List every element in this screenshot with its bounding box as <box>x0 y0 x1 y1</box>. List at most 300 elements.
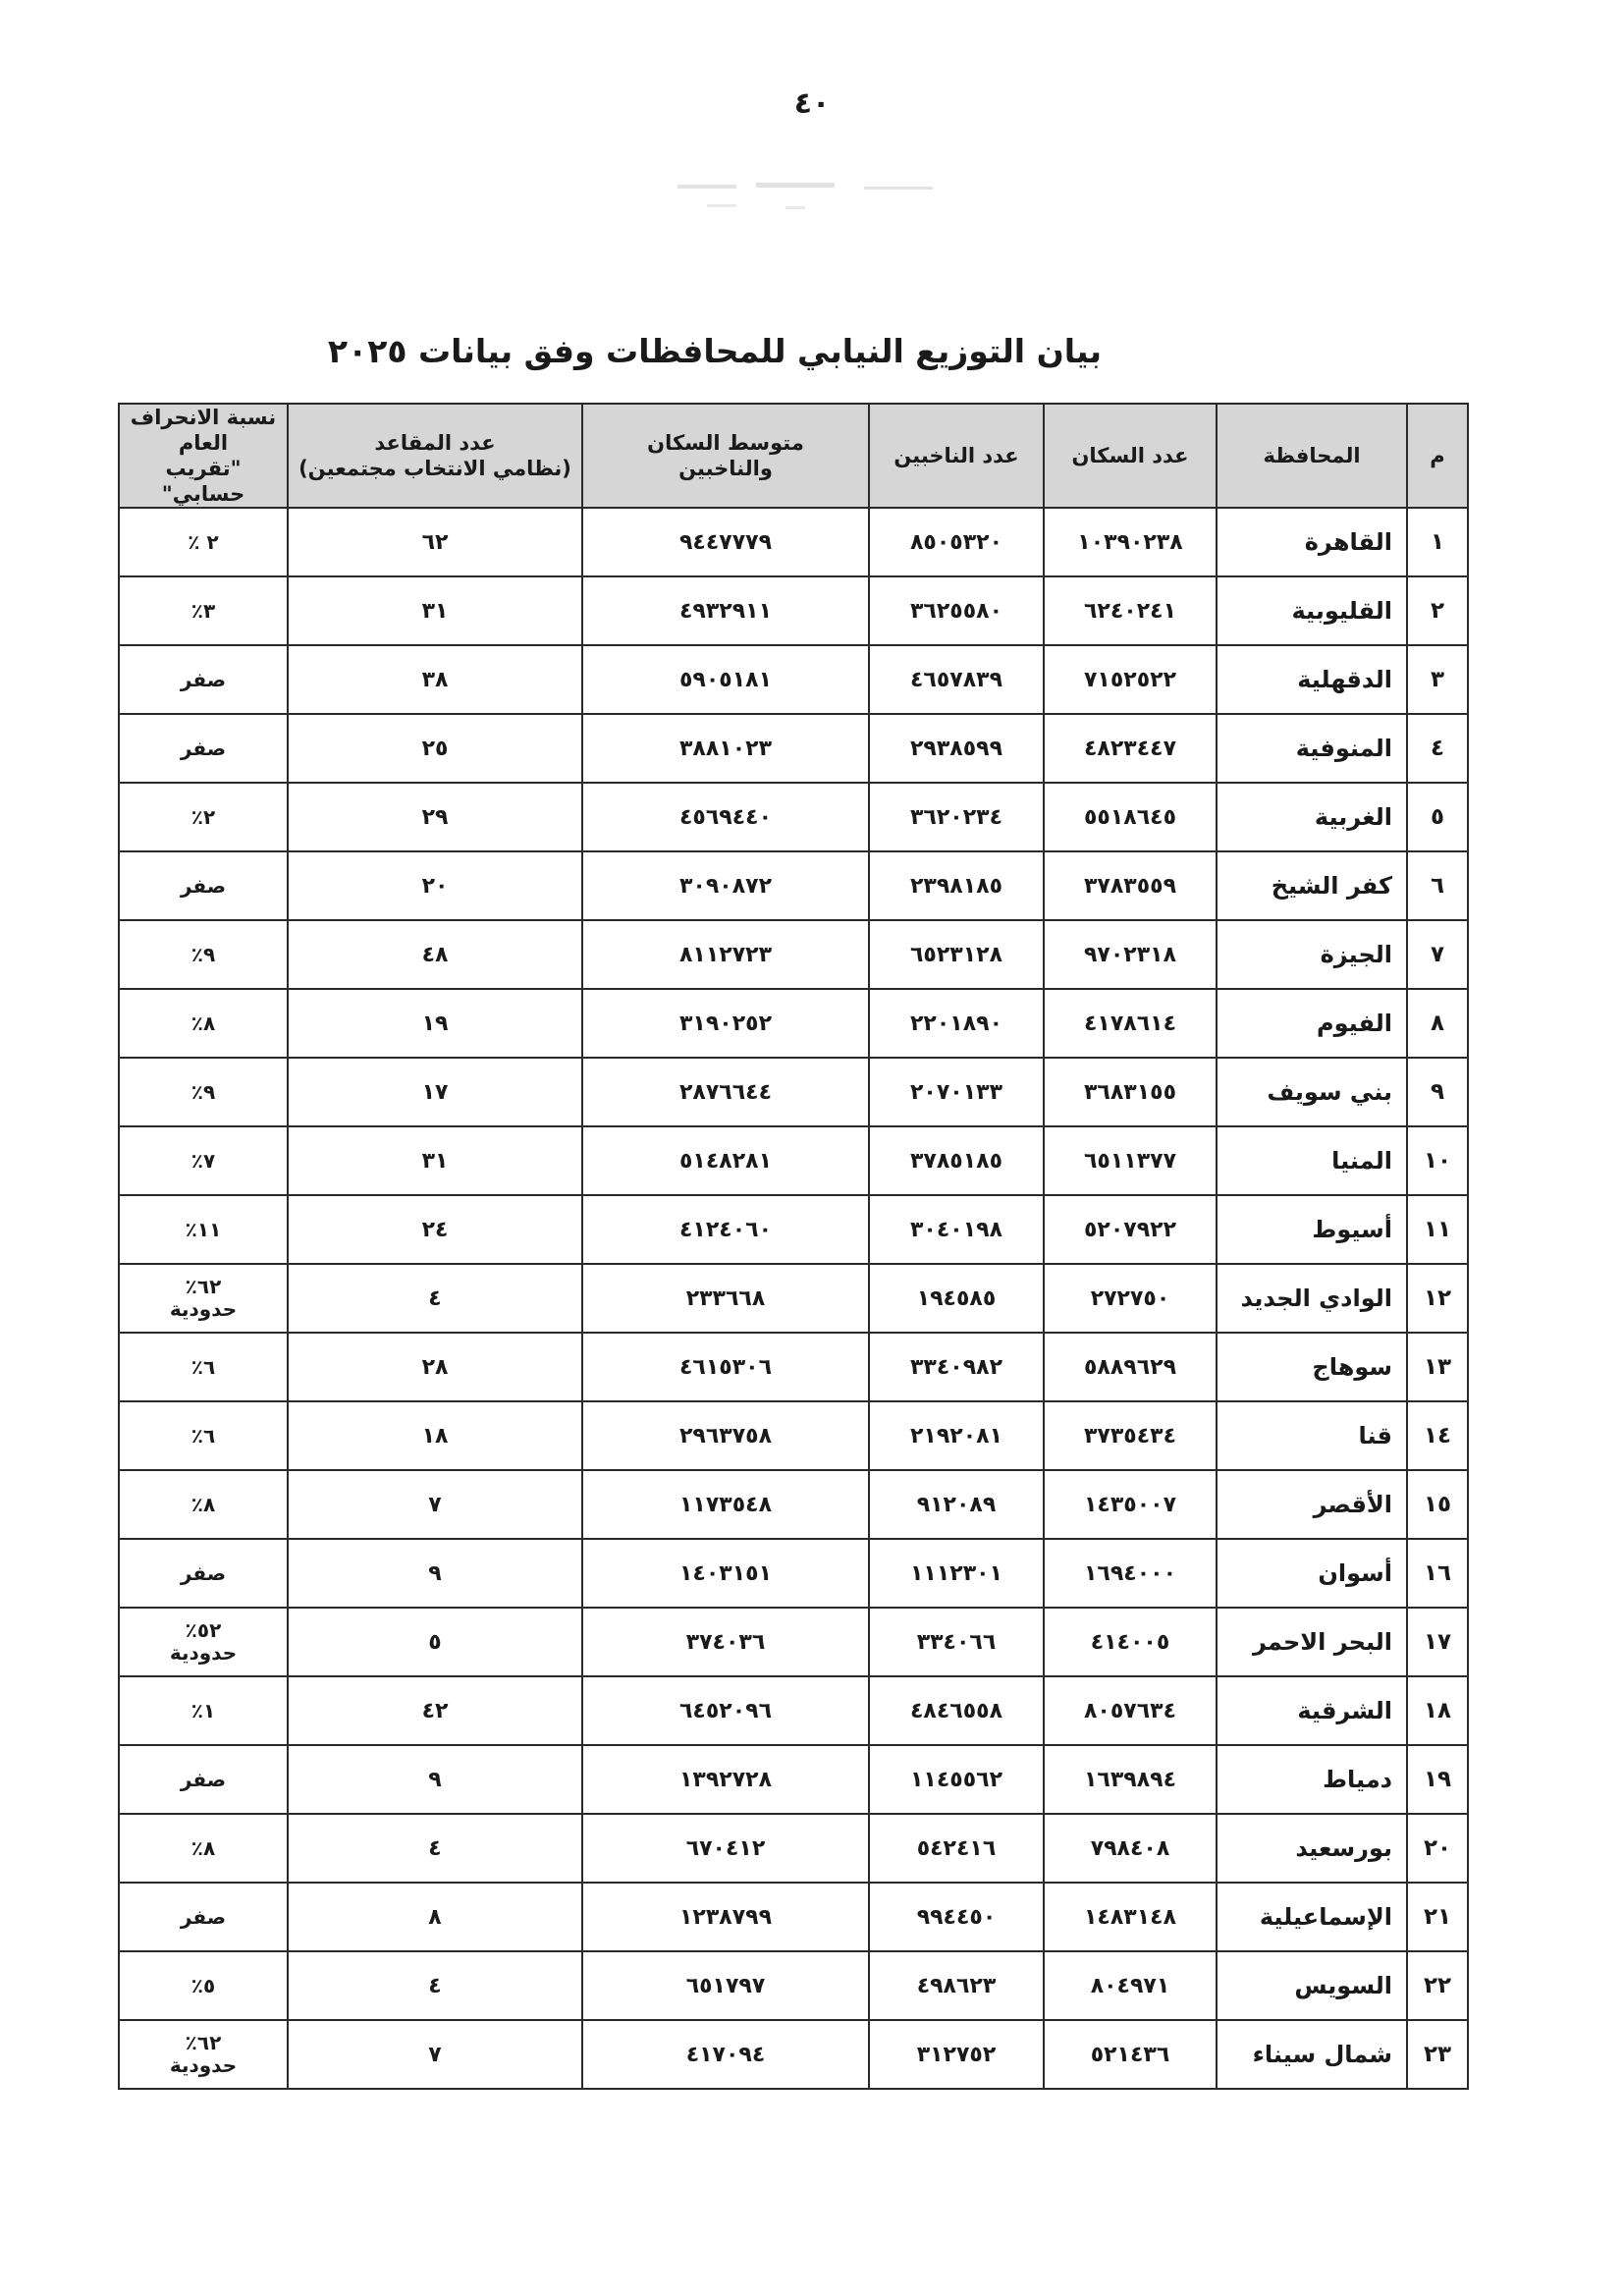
cell-governorate <box>1217 1195 1407 1264</box>
header-deviation-line2: "تقريب حسابي" <box>161 457 245 506</box>
cell-index-value: ٢ <box>1430 598 1445 624</box>
cell-voters-value: ٦٥٢٣١٢٨ <box>910 942 1002 967</box>
cell-average-value: ٦٥١٧٩٧ <box>685 1973 766 1998</box>
cell-average-value: ٣٧٤٠٣٦ <box>685 1629 766 1655</box>
cell-index-value: ١١ <box>1423 1217 1452 1242</box>
cell-average-value: ٥٩٠٥١٨١ <box>679 667 772 692</box>
cell-governorate-value: الجيزة <box>1320 941 1392 968</box>
cell-average-value: ٢٩٦٣٧٥٨ <box>679 1423 772 1449</box>
cell-seats-value: ٢٥ <box>421 736 449 761</box>
cell-average <box>582 783 869 851</box>
table-row <box>119 1814 1468 1883</box>
cell-voters <box>869 1676 1044 1745</box>
cell-index <box>1407 2020 1468 2089</box>
cell-governorate <box>1217 1126 1407 1195</box>
cell-voters <box>869 1126 1044 1195</box>
table-row <box>119 783 1468 851</box>
cell-deviation-value: ٥٪ <box>190 1973 216 1997</box>
cell-governorate-value: سوهاج <box>1312 1353 1392 1381</box>
cell-deviation-value: صفر <box>180 736 227 760</box>
cell-average <box>582 1126 869 1195</box>
cell-seats <box>288 1195 582 1264</box>
cell-voters <box>869 1539 1044 1608</box>
cell-population <box>1044 2020 1217 2089</box>
cell-population-value: ٤١٤٠٠٥ <box>1090 1629 1170 1655</box>
cell-governorate-value: الشرقية <box>1297 1697 1392 1724</box>
cell-seats-value: ٣٨ <box>421 667 449 692</box>
cell-governorate <box>1217 2020 1407 2089</box>
cell-governorate <box>1217 576 1407 645</box>
cell-voters-value: ٢٢٠١٨٩٠ <box>910 1011 1002 1036</box>
cell-population-value: ١٠٣٩٠٢٣٨ <box>1077 529 1183 555</box>
cell-seats-value: ٤٢ <box>421 1698 449 1723</box>
cell-seats-value: ٧ <box>428 1492 442 1517</box>
table-row <box>119 851 1468 920</box>
cell-average <box>582 920 869 989</box>
cell-population <box>1044 508 1217 576</box>
cell-seats <box>288 1126 582 1195</box>
cell-voters <box>869 1883 1044 1951</box>
cell-voters <box>869 1195 1044 1264</box>
cell-index <box>1407 1126 1468 1195</box>
cell-governorate-value: قنا <box>1358 1422 1392 1449</box>
cell-governorate-value: أسوان <box>1318 1559 1392 1587</box>
cell-deviation-value: ٨٪ <box>190 1011 216 1035</box>
cell-index <box>1407 920 1468 989</box>
table-row <box>119 1883 1468 1951</box>
cell-voters-value: ١٩٤٥٨٥ <box>916 1285 997 1311</box>
cell-index-value: ١٥ <box>1423 1492 1452 1517</box>
cell-index <box>1407 576 1468 645</box>
cell-average-value: ٣٨٨١٠٢٣ <box>679 736 772 761</box>
cell-seats <box>288 783 582 851</box>
cell-average <box>582 1195 869 1264</box>
cell-seats <box>288 1401 582 1470</box>
table-row <box>119 1058 1468 1126</box>
cell-deviation-value: صفر <box>180 1560 227 1585</box>
table-row <box>119 1745 1468 1814</box>
header-population <box>1044 404 1217 508</box>
cell-average <box>582 1951 869 2020</box>
header-index-label: م <box>1430 444 1445 467</box>
cell-voters <box>869 1401 1044 1470</box>
cell-population-value: ١٤٣٥٠٠٧ <box>1084 1492 1176 1517</box>
cell-seats-value: ٨ <box>428 1904 442 1930</box>
cell-governorate <box>1217 1951 1407 2020</box>
cell-population <box>1044 1470 1217 1539</box>
cell-seats <box>288 1745 582 1814</box>
cell-voters-value: ٨٥٠٥٣٢٠ <box>910 529 1002 555</box>
cell-governorate-value: المنيا <box>1331 1147 1392 1175</box>
cell-deviation <box>119 783 288 851</box>
cell-voters <box>869 851 1044 920</box>
cell-deviation-value: ٩٪ <box>190 942 216 966</box>
cell-average <box>582 576 869 645</box>
cell-governorate-value: الفيوم <box>1317 1010 1392 1037</box>
cell-average-value: ١١٧٣٥٤٨ <box>679 1492 772 1517</box>
cell-average <box>582 1058 869 1126</box>
table-row <box>119 1676 1468 1745</box>
cell-population-value: ٥٨٨٩٦٢٩ <box>1084 1354 1176 1380</box>
cell-deviation-value: ١١٪ <box>185 1217 222 1241</box>
cell-average <box>582 1676 869 1745</box>
table-row <box>119 1195 1468 1264</box>
cell-average-value: ٨١١٢٧٢٣ <box>679 942 772 967</box>
cell-voters <box>869 1814 1044 1883</box>
cell-governorate-value: المنوفية <box>1295 735 1392 762</box>
cell-population <box>1044 576 1217 645</box>
cell-deviation-value: ٩٪ <box>190 1079 216 1104</box>
deviation-note: حدودية <box>169 1641 238 1665</box>
cell-governorate-value: القاهرة <box>1304 528 1392 556</box>
cell-seats <box>288 1058 582 1126</box>
cell-population-value: ٥٥١٨٦٤٥ <box>1084 804 1176 830</box>
cell-index <box>1407 1539 1468 1608</box>
cell-average-value: ٢٣٣٦٦٨ <box>685 1285 766 1311</box>
cell-index <box>1407 1470 1468 1539</box>
cell-average <box>582 1539 869 1608</box>
cell-deviation <box>119 851 288 920</box>
cell-index <box>1407 645 1468 714</box>
cell-voters <box>869 714 1044 783</box>
cell-average <box>582 1470 869 1539</box>
cell-population-value: ٤١٧٨٦١٤ <box>1084 1011 1176 1036</box>
cell-seats-value: ٩ <box>428 1767 442 1792</box>
cell-governorate <box>1217 1539 1407 1608</box>
cell-average-value: ٦٤٥٢٠٩٦ <box>679 1698 772 1723</box>
scan-smudge <box>668 177 962 216</box>
cell-voters <box>869 576 1044 645</box>
cell-deviation-value: ٨٪ <box>190 1835 216 1860</box>
cell-population-value: ١٦٩٤٠٠٠ <box>1084 1560 1176 1586</box>
cell-governorate <box>1217 1883 1407 1951</box>
cell-population <box>1044 851 1217 920</box>
cell-governorate-value: بورسعيد <box>1295 1834 1392 1862</box>
cell-deviation-value: صفر <box>180 873 227 898</box>
cell-index-value: ٩ <box>1430 1079 1445 1105</box>
cell-seats <box>288 1264 582 1333</box>
cell-governorate <box>1217 920 1407 989</box>
cell-index-value: ٢١ <box>1423 1904 1452 1930</box>
cell-governorate <box>1217 783 1407 851</box>
cell-deviation-value: صفر <box>180 1904 227 1929</box>
header-governorate-label: المحافظة <box>1263 444 1361 467</box>
cell-voters-value: ٩١٢٠٨٩ <box>916 1492 997 1517</box>
cell-governorate <box>1217 1470 1407 1539</box>
cell-voters-value: ٣٠٤٠١٩٨ <box>910 1217 1002 1242</box>
cell-average <box>582 1883 869 1951</box>
cell-deviation <box>119 714 288 783</box>
cell-average <box>582 989 869 1058</box>
cell-deviation <box>119 645 288 714</box>
cell-governorate <box>1217 1814 1407 1883</box>
cell-index <box>1407 783 1468 851</box>
cell-index-value: ٥ <box>1430 804 1445 830</box>
cell-population <box>1044 1883 1217 1951</box>
cell-population-value: ٧١٥٢٥٢٢ <box>1084 667 1176 692</box>
table-row <box>119 714 1468 783</box>
cell-governorate-value: الإسماعيلية <box>1259 1903 1392 1931</box>
cell-index-value: ٣ <box>1430 667 1445 692</box>
cell-seats-value: ٢٤ <box>421 1217 449 1242</box>
header-average-line1: متوسط السكان <box>647 431 804 455</box>
cell-average <box>582 508 869 576</box>
cell-index <box>1407 1608 1468 1676</box>
cell-seats-value: ١٩ <box>421 1011 449 1036</box>
header-seats-line2: (نظامي الانتخاب مجتمعين) <box>298 457 571 480</box>
cell-governorate <box>1217 1401 1407 1470</box>
cell-index <box>1407 1883 1468 1951</box>
cell-deviation <box>119 576 288 645</box>
cell-voters-value: ٢٣٩٨١٨٥ <box>910 873 1002 899</box>
table-row <box>119 1539 1468 1608</box>
cell-deviation <box>119 1058 288 1126</box>
cell-average-value: ٣٠٩٠٨٧٢ <box>679 873 772 899</box>
cell-deviation-value: ٢ ٪ <box>188 529 219 554</box>
table-row <box>119 2020 1468 2089</box>
cell-seats <box>288 714 582 783</box>
cell-voters-value: ٣٦٢٠٢٣٤ <box>910 804 1002 830</box>
cell-seats-value: ٤ <box>428 1835 442 1861</box>
cell-voters-value: ٤٨٤٦٥٥٨ <box>910 1698 1002 1723</box>
cell-population-value: ٢٧٢٧٥٠ <box>1090 1285 1170 1311</box>
cell-index <box>1407 1333 1468 1401</box>
cell-governorate-value: أسيوط <box>1312 1216 1392 1243</box>
cell-governorate-value: البحر الاحمر <box>1252 1628 1392 1656</box>
cell-average-value: ٢٨٧٦٦٤٤ <box>679 1079 772 1105</box>
cell-deviation <box>119 2020 288 2089</box>
cell-population <box>1044 1539 1217 1608</box>
cell-deviation <box>119 1676 288 1745</box>
cell-average-value: ٤٦١٥٣٠٦ <box>679 1354 772 1380</box>
cell-seats <box>288 576 582 645</box>
cell-deviation-value: ٦٪ <box>190 1354 216 1379</box>
cell-voters-value: ٣٣٤٠٩٨٢ <box>910 1354 1002 1380</box>
cell-voters <box>869 1608 1044 1676</box>
cell-population <box>1044 920 1217 989</box>
cell-governorate-value: دمياط <box>1323 1766 1392 1793</box>
cell-index-value: ١٧ <box>1423 1629 1452 1655</box>
cell-average <box>582 1608 869 1676</box>
cell-deviation-value: ٣٪ <box>190 598 216 623</box>
cell-governorate <box>1217 645 1407 714</box>
cell-index-value: ٦ <box>1430 873 1445 899</box>
cell-population <box>1044 1401 1217 1470</box>
cell-index <box>1407 1195 1468 1264</box>
cell-voters-value: ٢٠٧٠١٣٣ <box>910 1079 1002 1105</box>
cell-deviation <box>119 989 288 1058</box>
cell-voters-value: ٤٩٨٦٢٣ <box>916 1973 997 1998</box>
header-average-line2: والناخبين <box>678 457 773 480</box>
cell-seats-value: ٢٨ <box>421 1354 449 1380</box>
cell-population-value: ٦٥١١٣٧٧ <box>1084 1148 1176 1174</box>
cell-seats <box>288 1951 582 2020</box>
cell-average-value: ٤١٢٤٠٦٠ <box>679 1217 772 1242</box>
cell-governorate <box>1217 1745 1407 1814</box>
cell-deviation-value: ٢٪ <box>190 804 216 829</box>
cell-index-value: ١ <box>1430 529 1445 555</box>
cell-voters-value: ٣٣٤٠٦٦ <box>916 1629 997 1655</box>
cell-average <box>582 851 869 920</box>
cell-deviation <box>119 1951 288 2020</box>
cell-population <box>1044 1126 1217 1195</box>
header-governorate <box>1217 404 1407 508</box>
distribution-table-wrapper <box>120 403 1469 2090</box>
cell-average <box>582 1264 869 1333</box>
cell-population <box>1044 1058 1217 1126</box>
cell-average-value: ٦٧٠٤١٢ <box>685 1835 766 1861</box>
cell-index-value: ١٤ <box>1423 1423 1452 1449</box>
cell-population <box>1044 645 1217 714</box>
table-row <box>119 1126 1468 1195</box>
cell-voters <box>869 1058 1044 1126</box>
cell-governorate-value: الوادي الجديد <box>1240 1285 1392 1312</box>
cell-population <box>1044 1951 1217 2020</box>
cell-population-value: ٣٧٨٣٥٥٩ <box>1084 873 1176 899</box>
cell-deviation-value: ٦٢٪ <box>185 1275 222 1298</box>
table-header-row <box>119 404 1468 508</box>
header-seats-line1: عدد المقاعد <box>374 431 496 455</box>
cell-population-value: ٥٢١٤٣٦ <box>1090 2042 1170 2067</box>
cell-deviation <box>119 508 288 576</box>
cell-governorate <box>1217 851 1407 920</box>
cell-average <box>582 1333 869 1401</box>
cell-deviation <box>119 1264 288 1333</box>
cell-population-value: ٥٢٠٧٩٢٢ <box>1084 1217 1176 1242</box>
cell-seats-value: ٤٨ <box>421 942 449 967</box>
cell-seats-value: ٢٩ <box>421 804 449 830</box>
cell-seats <box>288 1814 582 1883</box>
cell-seats-value: ٤ <box>428 1973 442 1998</box>
cell-seats-value: ٧ <box>428 2042 442 2067</box>
cell-deviation-value: ٥٢٪ <box>185 1618 222 1642</box>
cell-deviation-value: ٦٢٪ <box>185 2031 222 2054</box>
cell-seats-value: ٢٠ <box>421 873 449 899</box>
table-row <box>119 1264 1468 1333</box>
cell-governorate <box>1217 1264 1407 1333</box>
cell-seats <box>288 508 582 576</box>
cell-governorate <box>1217 1333 1407 1401</box>
cell-index-value: ١٦ <box>1423 1560 1452 1586</box>
cell-average-value: ١٢٣٨٧٩٩ <box>679 1904 772 1930</box>
cell-seats <box>288 1470 582 1539</box>
cell-population-value: ٨٠٤٩٧١ <box>1090 1973 1170 1998</box>
cell-voters <box>869 1951 1044 2020</box>
cell-population-value: ١٤٨٣١٤٨ <box>1084 1904 1176 1930</box>
cell-governorate-value: بني سويف <box>1267 1078 1392 1106</box>
header-voters-label: عدد الناخبين <box>893 444 1019 467</box>
cell-voters-value: ٩٩٤٤٥٠ <box>916 1904 997 1930</box>
cell-population <box>1044 1676 1217 1745</box>
cell-average-value: ٩٤٤٧٧٧٩ <box>679 529 772 555</box>
cell-index <box>1407 1264 1468 1333</box>
table-row <box>119 645 1468 714</box>
cell-index-value: ٨ <box>1430 1011 1445 1036</box>
cell-index <box>1407 1745 1468 1814</box>
cell-seats <box>288 920 582 989</box>
cell-average-value: ٤١٧٠٩٤ <box>685 2042 766 2067</box>
cell-population-value: ٣٧٣٥٤٣٤ <box>1084 1423 1176 1449</box>
cell-seats-value: ٥ <box>428 1629 442 1655</box>
deviation-note: حدودية <box>169 1297 238 1321</box>
cell-population <box>1044 1264 1217 1333</box>
cell-deviation <box>119 920 288 989</box>
cell-governorate <box>1217 1058 1407 1126</box>
cell-population-value: ٣٦٨٣١٥٥ <box>1084 1079 1176 1105</box>
table-row <box>119 989 1468 1058</box>
cell-voters <box>869 508 1044 576</box>
cell-seats <box>288 645 582 714</box>
cell-index-value: ٢٣ <box>1423 2042 1452 2067</box>
cell-population-value: ٩٧٠٢٣١٨ <box>1084 942 1176 967</box>
cell-governorate-value: السويس <box>1294 1972 1392 1999</box>
cell-population <box>1044 714 1217 783</box>
header-seats <box>288 404 582 508</box>
cell-average-value: ٤٩٣٢٩١١ <box>679 598 772 624</box>
cell-seats <box>288 1676 582 1745</box>
cell-average-value: ١٤٠٣١٥١ <box>679 1560 772 1586</box>
cell-population <box>1044 989 1217 1058</box>
cell-seats-value: ٩ <box>428 1560 442 1586</box>
cell-population <box>1044 1333 1217 1401</box>
cell-voters-value: ٣٧٨٥١٨٥ <box>910 1148 1002 1174</box>
cell-seats-value: ٤ <box>428 1285 442 1311</box>
table-row <box>119 1608 1468 1676</box>
cell-index <box>1407 1951 1468 2020</box>
cell-population <box>1044 783 1217 851</box>
cell-index-value: ٢٢ <box>1423 1973 1452 1998</box>
cell-seats-value: ٦٢ <box>421 529 449 555</box>
cell-voters <box>869 2020 1044 2089</box>
cell-deviation <box>119 1401 288 1470</box>
table-row <box>119 1333 1468 1401</box>
cell-voters-value: ٤٦٥٧٨٣٩ <box>910 667 1002 692</box>
cell-seats-value: ١٨ <box>421 1423 449 1449</box>
cell-average <box>582 1745 869 1814</box>
document-title: بيان التوزيع النيابي للمحافظات وفق بيانات ٢٠٢٥ <box>327 332 1102 370</box>
cell-deviation <box>119 1195 288 1264</box>
cell-index-value: ١٠ <box>1423 1148 1452 1174</box>
cell-seats-value: ١٧ <box>421 1079 449 1105</box>
page-number: ٤٠ <box>793 86 831 121</box>
header-average <box>582 404 869 508</box>
cell-deviation <box>119 1333 288 1401</box>
cell-deviation <box>119 1883 288 1951</box>
cell-voters-value: ٣١٢٧٥٢ <box>916 2042 997 2067</box>
cell-governorate-value: الأقصر <box>1313 1491 1392 1518</box>
cell-seats-value: ٣١ <box>421 1148 449 1174</box>
cell-seats <box>288 851 582 920</box>
cell-governorate-value: شمال سيناء <box>1252 2041 1392 2068</box>
cell-seats <box>288 1883 582 1951</box>
deviation-note: حدودية <box>169 2053 238 2077</box>
cell-voters <box>869 989 1044 1058</box>
cell-index <box>1407 508 1468 576</box>
cell-population <box>1044 1195 1217 1264</box>
cell-index-value: ٢٠ <box>1423 1835 1452 1861</box>
cell-population <box>1044 1745 1217 1814</box>
cell-index-value: ١٢ <box>1423 1285 1452 1311</box>
cell-population <box>1044 1608 1217 1676</box>
cell-seats <box>288 1608 582 1676</box>
cell-governorate-value: الدقهلية <box>1297 666 1392 693</box>
cell-governorate <box>1217 1608 1407 1676</box>
table-body <box>119 508 1468 2089</box>
cell-index <box>1407 714 1468 783</box>
cell-deviation-value: ١٪ <box>190 1698 216 1722</box>
cell-deviation <box>119 1470 288 1539</box>
cell-seats <box>288 1539 582 1608</box>
